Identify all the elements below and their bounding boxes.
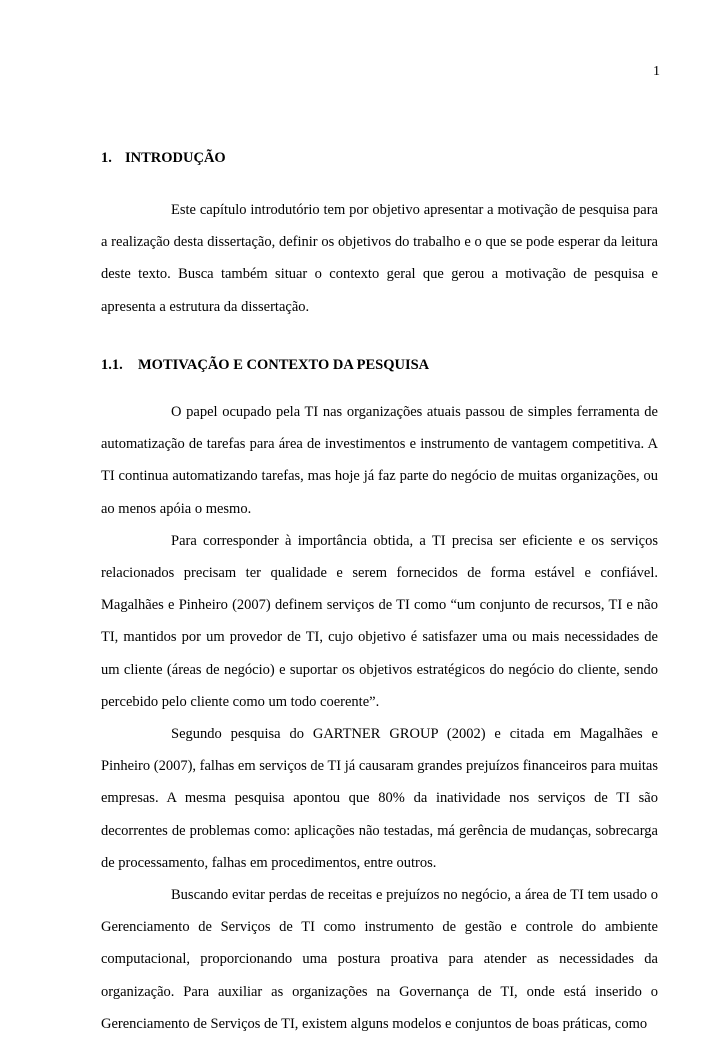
section-body: [101, 396, 658, 1040]
section-heading: [101, 357, 429, 374]
page-number: 1: [653, 64, 660, 79]
section-number: 1.1.: [101, 357, 123, 373]
paragraph: Este capítulo introdutório tem por objetivo apresentar a motivação de pesquisa para a realização desta dissertação, definir os objetivos do trabalho e o que se pode esperar da leitura deste texto. Busca também situar o contexto geral que gerou a motivação de pesquisa e apresenta a estrutura da dissertação.: [101, 202, 658, 315]
paragraph: Buscando evitar perdas de receitas e prejuízos no negócio, a área de TI tem usado o Gerenciamento de Serviços de TI como instrumento de gestão e controle do ambiente computacional, proporcionando uma postura proativa para atender as necessidades da organização. Para auxiliar as organizações na Governança de TI, onde está inserido o Gerenciamento de Serviços de TI, existem alguns modelos e conjuntos de boas práticas, como: [101, 887, 658, 1032]
chapter-title: INTRODUÇÃO: [125, 150, 226, 166]
section-title: MOTIVAÇÃO E CONTEXTO DA PESQUISA: [138, 357, 430, 373]
chapter-body: [101, 194, 658, 323]
paragraph: Para corresponder à importância obtida, a TI precisa ser eficiente e os serviços relacionados precisam ter qualidade e serem fornecidos de forma estável e confiável. Magalhães e Pinheiro (2007) definem serviços de TI como “um conjunto de recursos, TI e não TI, mantidos por um provedor de TI, cujo objetivo é satisfazer uma ou mais necessidades de um cliente (áreas de negócio) e suportar os objetivos estratégicos do negócio do cliente, sendo percebido pelo cliente como um todo coerente”.: [101, 532, 658, 710]
chapter-heading: [101, 150, 226, 167]
paragraph: Segundo pesquisa do GARTNER GROUP (2002) e citada em Magalhães e Pinheiro (2007), falhas em serviços de TI já causaram grandes prejuízos financeiros para muitas empresas. A mesma pesquisa apontou que 80% da inatividade nos serviços de TI são decorrentes de problemas como: aplicações não testadas, má gerência de mudanças, sobrecarga de processamento, falhas em procedimentos, entre outros.: [101, 726, 658, 871]
chapter-number: 1.: [101, 150, 112, 166]
paragraph: O papel ocupado pela TI nas organizações atuais passou de simples ferramenta de automatização de tarefas para área de investimentos e instrumento de vantagem competitiva. A TI continua automatizando tarefas, mas hoje já faz parte do negócio de muitas organizações, ou ao menos apóia o mesmo.: [101, 404, 658, 517]
